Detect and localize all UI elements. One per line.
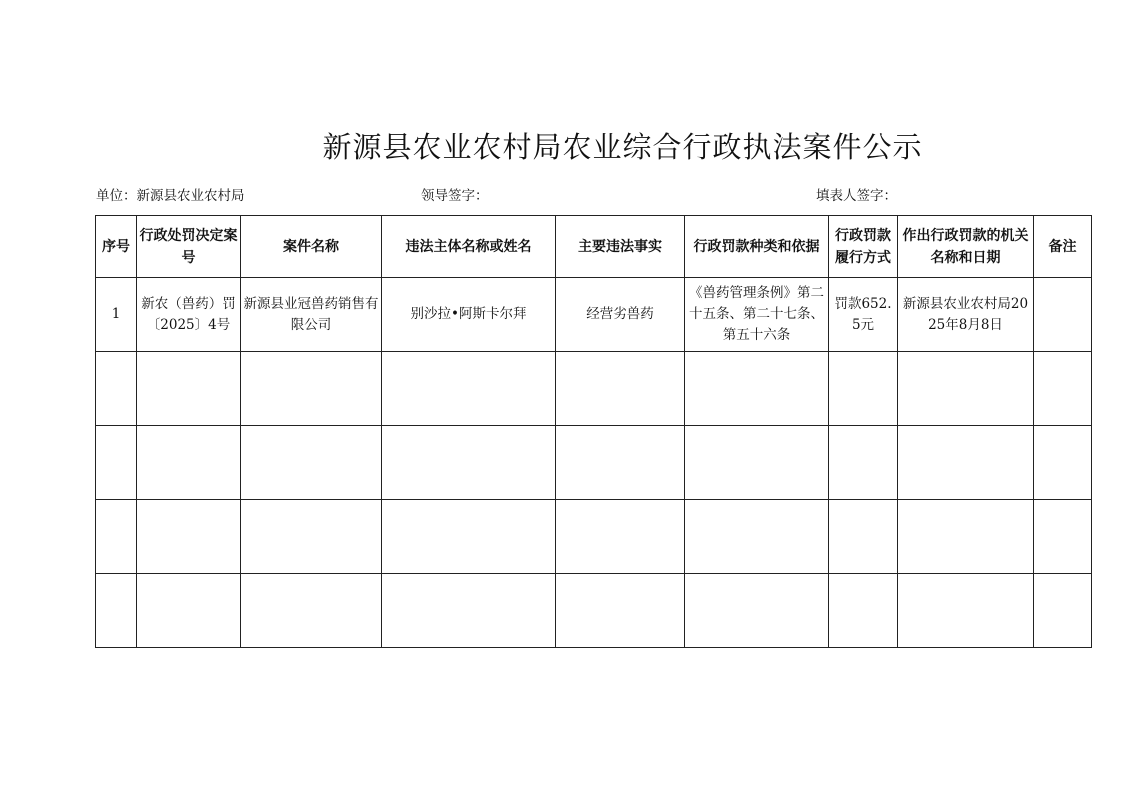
cell-authority-date — [898, 500, 1034, 574]
cell-penalty-basis — [685, 500, 829, 574]
cell-index: 1 — [96, 278, 137, 352]
cell-index — [96, 574, 137, 648]
cell-case-number — [137, 574, 241, 648]
cell-violator — [382, 500, 556, 574]
cell-facts — [556, 500, 685, 574]
cell-remark — [1034, 278, 1092, 352]
cell-penalty-basis: 《兽药管理条例》第二十五条、第二十七条、第五十六条 — [685, 278, 829, 352]
header-index: 序号 — [96, 216, 137, 278]
cell-case-number — [137, 352, 241, 426]
cell-case-name — [241, 426, 382, 500]
cell-penalty-basis — [685, 426, 829, 500]
unit-label: 单位：新源县农业农村局 — [96, 188, 245, 204]
cell-payment-method — [829, 500, 898, 574]
header-penalty-basis: 行政罚款种类和依据 — [685, 216, 829, 278]
header-case-name: 案件名称 — [241, 216, 382, 278]
cell-remark — [1034, 500, 1092, 574]
cell-penalty-basis — [685, 574, 829, 648]
header-payment-method: 行政罚款履行方式 — [829, 216, 898, 278]
cell-case-number: 新农（兽药）罚〔2025〕4号 — [137, 278, 241, 352]
cell-violator: 别沙拉•阿斯卡尔拜 — [382, 278, 556, 352]
cell-remark — [1034, 574, 1092, 648]
table-row — [96, 352, 1092, 426]
cell-index — [96, 426, 137, 500]
table-row — [96, 426, 1092, 500]
header-facts: 主要违法事实 — [556, 216, 685, 278]
cell-case-name: 新源县业冠兽药销售有限公司 — [241, 278, 382, 352]
cell-remark — [1034, 426, 1092, 500]
table-row — [96, 278, 1092, 352]
cell-authority-date — [898, 352, 1034, 426]
cell-case-name — [241, 352, 382, 426]
header-case-number: 行政处罚决定案号 — [137, 216, 241, 278]
cell-case-name — [241, 574, 382, 648]
cell-facts — [556, 574, 685, 648]
header-remark: 备注 — [1034, 216, 1092, 278]
cell-authority-date — [898, 426, 1034, 500]
cell-index — [96, 352, 137, 426]
header-authority-date: 作出行政罚款的机关名称和日期 — [898, 216, 1034, 278]
table-row — [96, 574, 1092, 648]
header-violator: 违法主体名称或姓名 — [382, 216, 556, 278]
case-table — [95, 215, 1092, 648]
cell-remark — [1034, 352, 1092, 426]
cell-payment-method — [829, 426, 898, 500]
cell-authority-date: 新源县农业农村局2025年8月8日 — [898, 278, 1034, 352]
cell-penalty-basis — [685, 352, 829, 426]
page-title: 新源县农业农村局农业综合行政执法案件公示 — [322, 130, 923, 164]
cell-violator — [382, 574, 556, 648]
cell-payment-method — [829, 352, 898, 426]
cell-payment-method: 罚款652.5元 — [829, 278, 898, 352]
cell-facts — [556, 426, 685, 500]
cell-violator — [382, 426, 556, 500]
cell-payment-method — [829, 574, 898, 648]
table-row — [96, 500, 1092, 574]
cell-facts: 经营劣兽药 — [556, 278, 685, 352]
cell-case-name — [241, 500, 382, 574]
cell-violator — [382, 352, 556, 426]
cell-case-number — [137, 426, 241, 500]
table-header-row — [96, 216, 1092, 278]
cell-index — [96, 500, 137, 574]
cell-case-number — [137, 500, 241, 574]
cell-authority-date — [898, 574, 1034, 648]
cell-facts — [556, 352, 685, 426]
filler-signature-label: 填表人签字： — [816, 188, 897, 204]
leader-signature-label: 领导签字： — [421, 188, 489, 204]
